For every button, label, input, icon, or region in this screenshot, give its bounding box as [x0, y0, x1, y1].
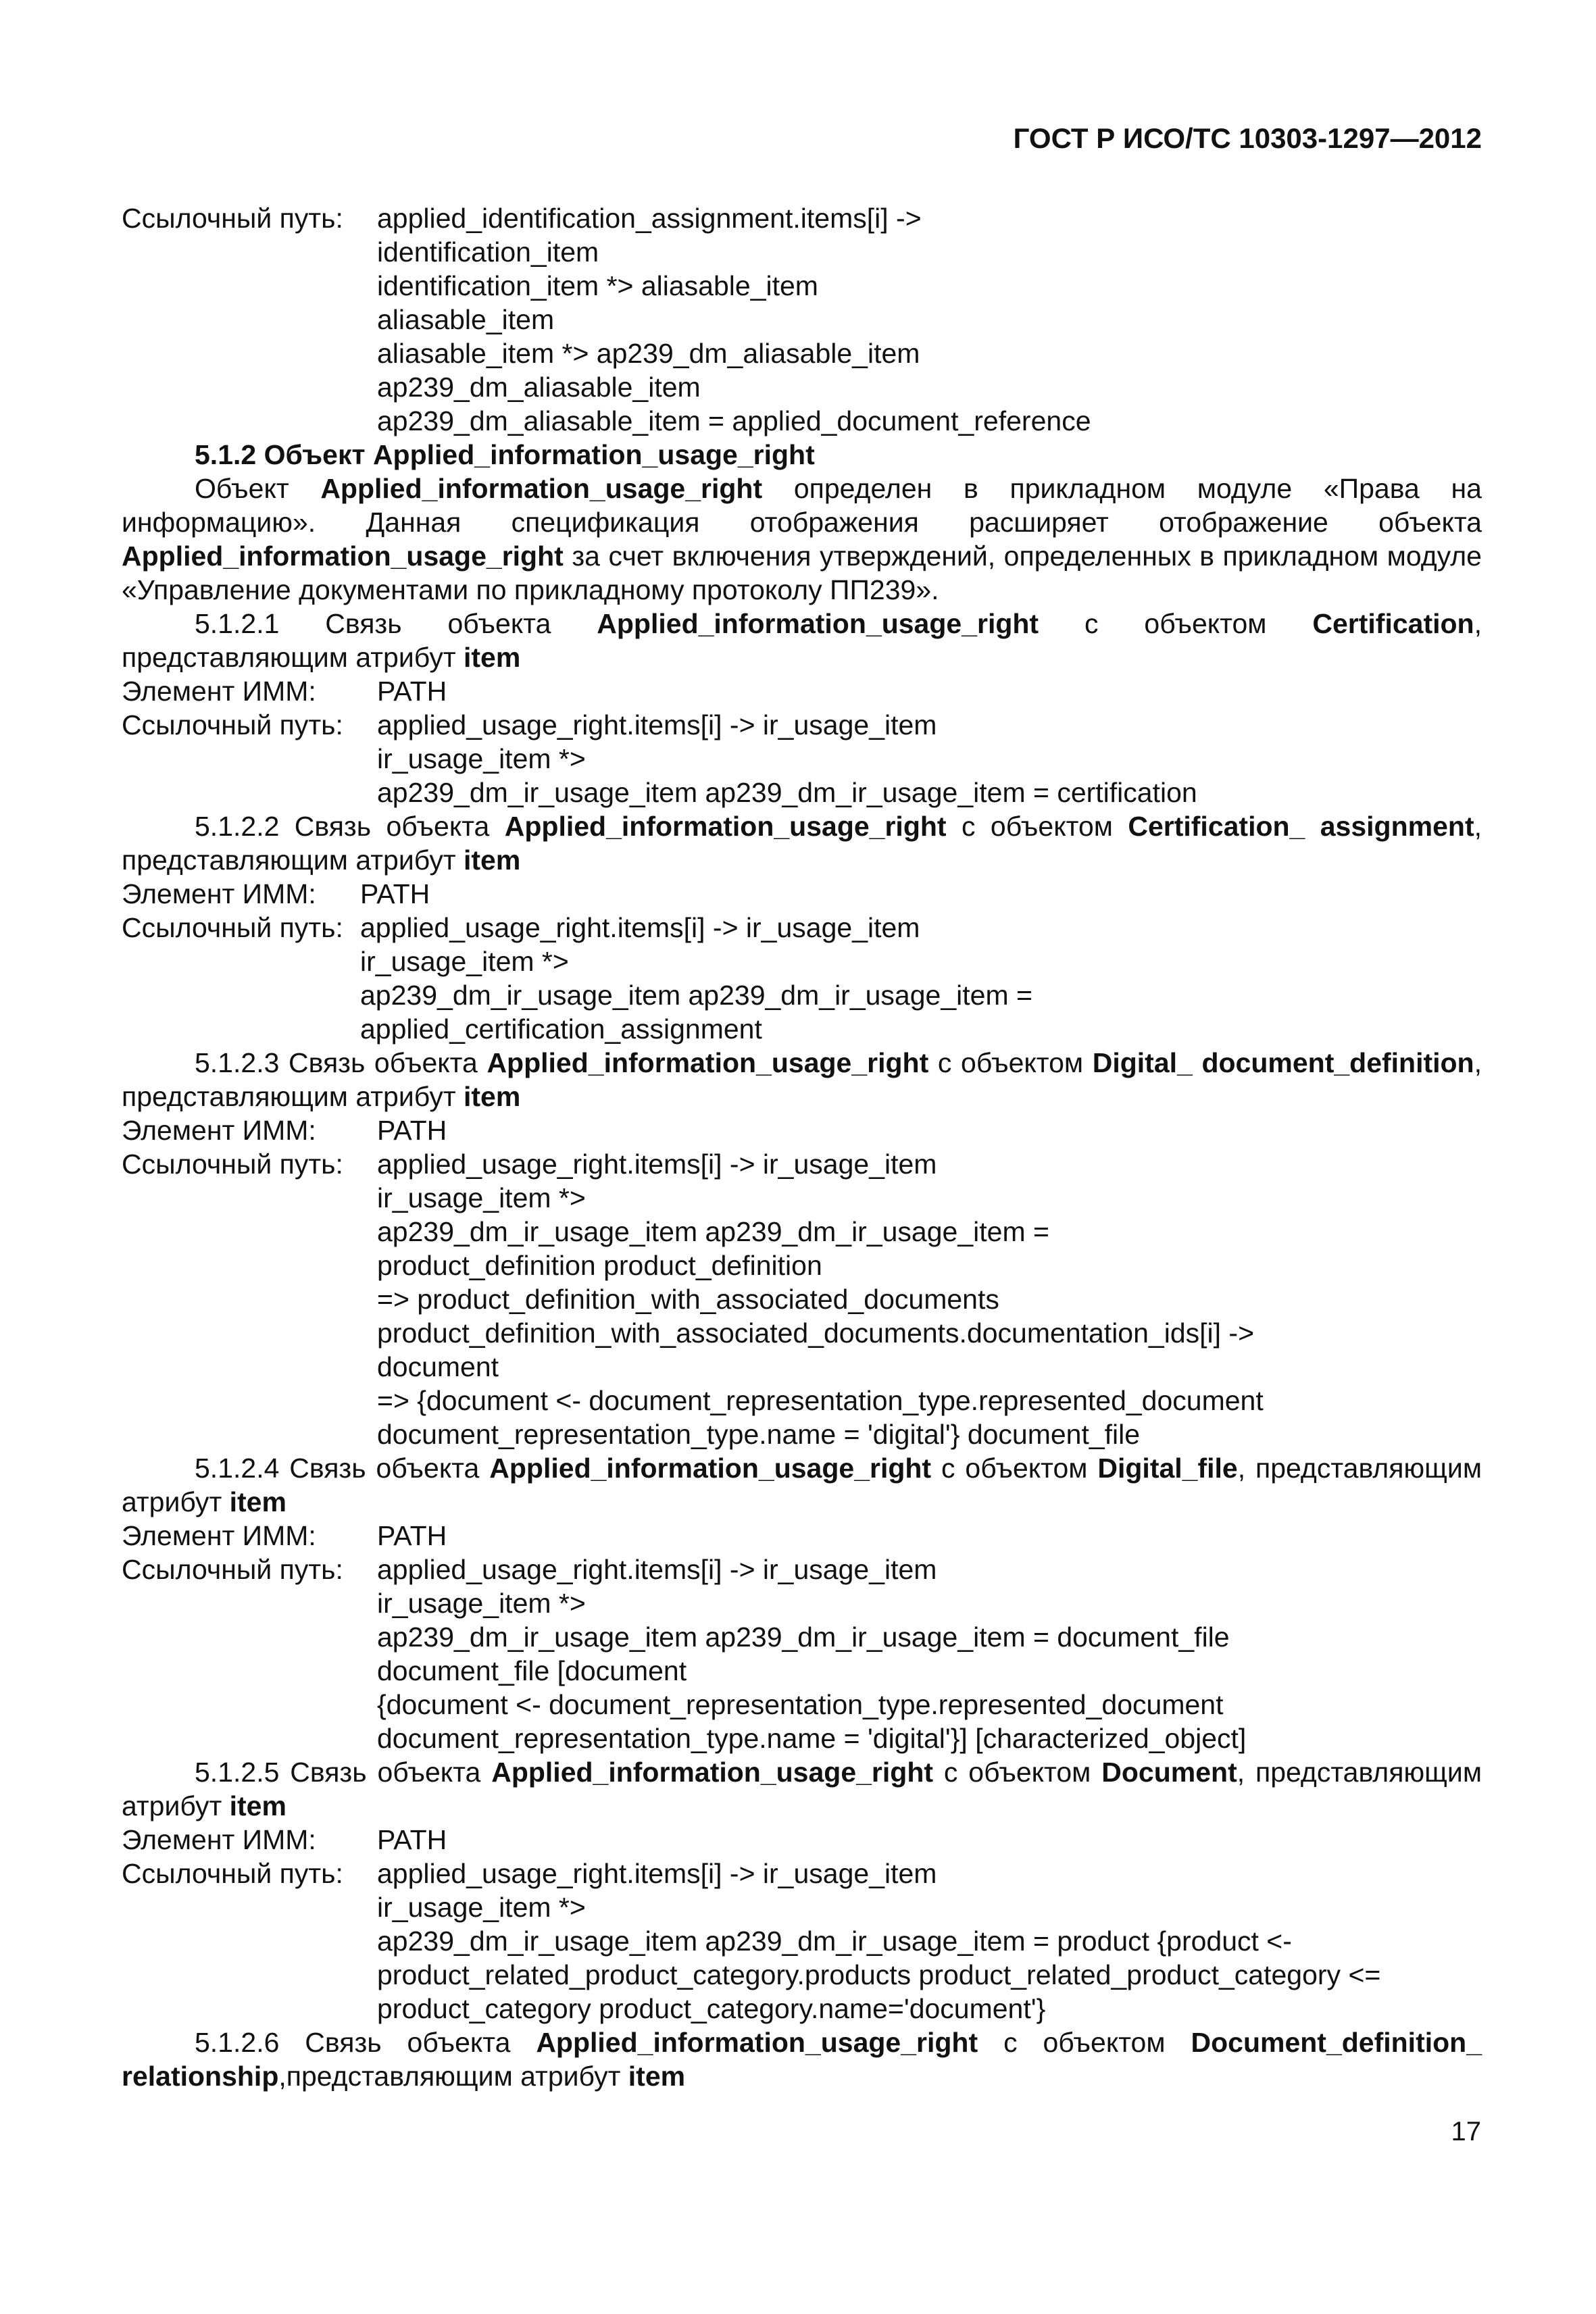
assertion-target: Digital_ document_definition [1092, 1047, 1474, 1078]
assertion-heading [122, 1755, 1482, 1823]
reference-path-value [377, 1857, 1482, 2026]
path-line: => {document <- document_representation_type.represented_document [377, 1385, 1264, 1416]
path-line: {document <- document_representation_type.represented_document [377, 1689, 1224, 1720]
path-line: aliasable_item [377, 304, 555, 335]
mapping-element-row [122, 1519, 1482, 1553]
assertion-text: с объектом [933, 1757, 1102, 1788]
assertion-text: , представляющим атрибут [122, 811, 1482, 876]
assertion-heading [122, 809, 1482, 877]
intro-text: определен в прикладном модуле «Права на информацию». Данная спецификация отображения расширяет отображение объекта [122, 473, 1482, 538]
assertion-heading [122, 607, 1482, 674]
assertion-text: с объектом [946, 811, 1128, 842]
path-line: applied_usage_right.items[i] -> ir_usage_item [377, 709, 937, 740]
assertion-text: с объектом [1039, 608, 1313, 639]
path-line: ap239_dm_ir_usage_item ap239_dm_ir_usage_item = [360, 980, 1032, 1011]
intro-text: Объект [195, 473, 321, 504]
mapping-element-label: Элемент ИММ: [122, 1824, 316, 1855]
assertion-object: Applied_information_usage_right [536, 2027, 978, 2058]
intro-text: за счет включения утверждений, определенных в прикладном модуле «Управление документами по прикладному протоколу ПП239». [122, 540, 1482, 605]
assertion-number: 5.1.2.3 Связь объекта [195, 1047, 487, 1078]
path-line: ap239_dm_ir_usage_item ap239_dm_ir_usage_item = document_file [377, 1621, 1230, 1653]
path-line: applied_identification_assignment.items[i] -> [377, 203, 922, 234]
reference-path-row [122, 1857, 1482, 2026]
assertion-number: 5.1.2.5 Связь объекта [195, 1757, 492, 1788]
path-line: document [377, 1351, 499, 1382]
path-line: applied_usage_right.items[i] -> ir_usage_item [377, 1858, 937, 1889]
path-line: ap239_dm_ir_usage_item ap239_dm_ir_usage_item = product {product <- [377, 1926, 1292, 1957]
reference-path-row [122, 911, 1482, 1046]
section-title: 5.1.2 Объект Applied_information_usage_right [195, 439, 815, 470]
reference-path-label: Ссылочный путь: [122, 1149, 343, 1180]
path-line: document_representation_type.name = 'digital'} document_file [377, 1419, 1141, 1450]
reference-path-value [377, 708, 1482, 809]
path-line: applied_usage_right.items[i] -> ir_usage_item [360, 912, 920, 943]
assertion-target: Document_definition_ relationship [122, 2027, 1482, 2092]
path-line: product_related_product_category.products product_related_product_category <= [377, 1959, 1381, 1990]
assertion-heading [122, 1046, 1482, 1113]
reference-path-value [377, 201, 1482, 438]
path-line: ir_usage_item *> [377, 743, 586, 774]
path-line: product_definition product_definition [377, 1250, 822, 1281]
mapping-element-label: Элемент ИММ: [122, 878, 316, 909]
reference-path-row [122, 1553, 1482, 1755]
assertion-object: Applied_information_usage_right [489, 1453, 932, 1484]
intro-entity-name: Applied_information_usage_right [122, 540, 564, 572]
path-line: ap239_dm_aliasable_item [377, 372, 701, 403]
path-line: product_category product_category.name='document'} [377, 1993, 1046, 2024]
mapping-element-value: PATH [377, 1520, 447, 1551]
assertion-object: Applied_information_usage_right [487, 1047, 929, 1078]
reference-path-value [377, 1553, 1482, 1755]
assertion-number: 5.1.2.1 Связь объекта [195, 608, 597, 639]
path-line: => product_definition_with_associated_documents [377, 1284, 999, 1315]
reference-path-value [377, 1147, 1482, 1451]
assertion-attribute: item [464, 845, 521, 876]
assertion-target: Document [1101, 1757, 1237, 1788]
assertion-heading [122, 1451, 1482, 1519]
path-line: ir_usage_item *> [377, 1892, 586, 1923]
path-line: ir_usage_item *> [377, 1588, 586, 1619]
assertion-heading [122, 2026, 1482, 2093]
reference-path-block [122, 201, 1482, 438]
mapping-element-value: PATH [360, 878, 430, 909]
assertion-text: с объектом [931, 1453, 1098, 1484]
assertion-text: , представляющим атрибут [122, 1047, 1482, 1112]
path-line: identification_item [377, 236, 599, 268]
assertion-text: , представляющим атрибут [122, 1453, 1482, 1517]
assertion-object: Applied_information_usage_right [597, 608, 1039, 639]
assertion-object: Applied_information_usage_right [504, 811, 947, 842]
mapping-element-label: Элемент ИММ: [122, 676, 316, 707]
assertion-target: Certification [1312, 608, 1474, 639]
mapping-element-row [122, 674, 1482, 708]
assertion-number: 5.1.2.6 Связь объекта [195, 2027, 537, 2058]
assertion-text: , представляющим атрибут [122, 608, 1482, 673]
assertion-object: Applied_information_usage_right [491, 1757, 934, 1788]
path-line: applied_usage_right.items[i] -> ir_usage_item [377, 1149, 937, 1180]
intro-paragraph [122, 472, 1482, 607]
path-line: ap239_dm_aliasable_item = applied_document_reference [377, 405, 1091, 436]
assertion-number: 5.1.2.2 Связь объекта [195, 811, 505, 842]
path-line: aliasable_item *> ap239_dm_aliasable_item [377, 338, 920, 369]
assertion-attribute: item [229, 1790, 286, 1821]
path-line: ap239_dm_ir_usage_item ap239_dm_ir_usage_item = [377, 1216, 1049, 1247]
assertion-attribute: item [464, 642, 521, 673]
assertion-target: Digital_file [1097, 1453, 1238, 1484]
path-line: document_file [document [377, 1655, 687, 1686]
page-content [122, 201, 1482, 2093]
reference-path-label: Ссылочный путь: [122, 1858, 343, 1889]
intro-entity-name: Applied_information_usage_right [320, 473, 763, 504]
page-number: 17 [1451, 2117, 1481, 2146]
mapping-element-row [122, 1113, 1482, 1147]
assertion-attribute: item [229, 1486, 286, 1517]
assertion-text: , представляющим атрибут [122, 1757, 1482, 1821]
mapping-element-value: PATH [377, 1824, 447, 1855]
assertion-text: с объектом [978, 2027, 1191, 2058]
mapping-element-label: Элемент ИММ: [122, 1115, 316, 1146]
assertion-target: Certification_ assignment [1128, 811, 1474, 842]
path-line: applied_usage_right.items[i] -> ir_usage_item [377, 1554, 937, 1585]
assertion-attribute: item [628, 2061, 686, 2092]
path-line: document_representation_type.name = 'digital'}] [characterized_object] [377, 1723, 1247, 1754]
path-line: identification_item *> aliasable_item [377, 270, 818, 301]
mapping-element-value: PATH [377, 676, 447, 707]
mapping-element-value: PATH [377, 1115, 447, 1146]
assertion-text: с объектом [928, 1047, 1093, 1078]
mapping-element-row [122, 1823, 1482, 1857]
assertion-number: 5.1.2.4 Связь объекта [195, 1453, 490, 1484]
path-line: ap239_dm_ir_usage_item ap239_dm_ir_usage_item = certification [377, 777, 1197, 808]
reference-path-label: Ссылочный путь: [122, 912, 343, 943]
reference-path-label: Ссылочный путь: [122, 1554, 343, 1585]
reference-path-row [122, 1147, 1482, 1451]
mapping-element-label: Элемент ИММ: [122, 1520, 316, 1551]
path-line: ir_usage_item *> [360, 946, 569, 977]
assertion-attribute: item [464, 1081, 521, 1112]
reference-path-value [360, 911, 1482, 1046]
reference-path-label: Ссылочный путь: [122, 203, 343, 234]
mapping-element-row [122, 877, 1482, 911]
reference-path-label: Ссылочный путь: [122, 709, 343, 740]
assertion-text: ,представляющим атрибут [278, 2061, 628, 2092]
reference-path-row [122, 708, 1482, 809]
page-header: ГОСТ Р ИСО/ТС 10303-1297—2012 [1013, 122, 1482, 154]
path-line: ir_usage_item *> [377, 1182, 586, 1213]
path-line: applied_certification_assignment [360, 1013, 762, 1045]
path-line: product_definition_with_associated_documents.documentation_ids[i] -> [377, 1317, 1255, 1349]
